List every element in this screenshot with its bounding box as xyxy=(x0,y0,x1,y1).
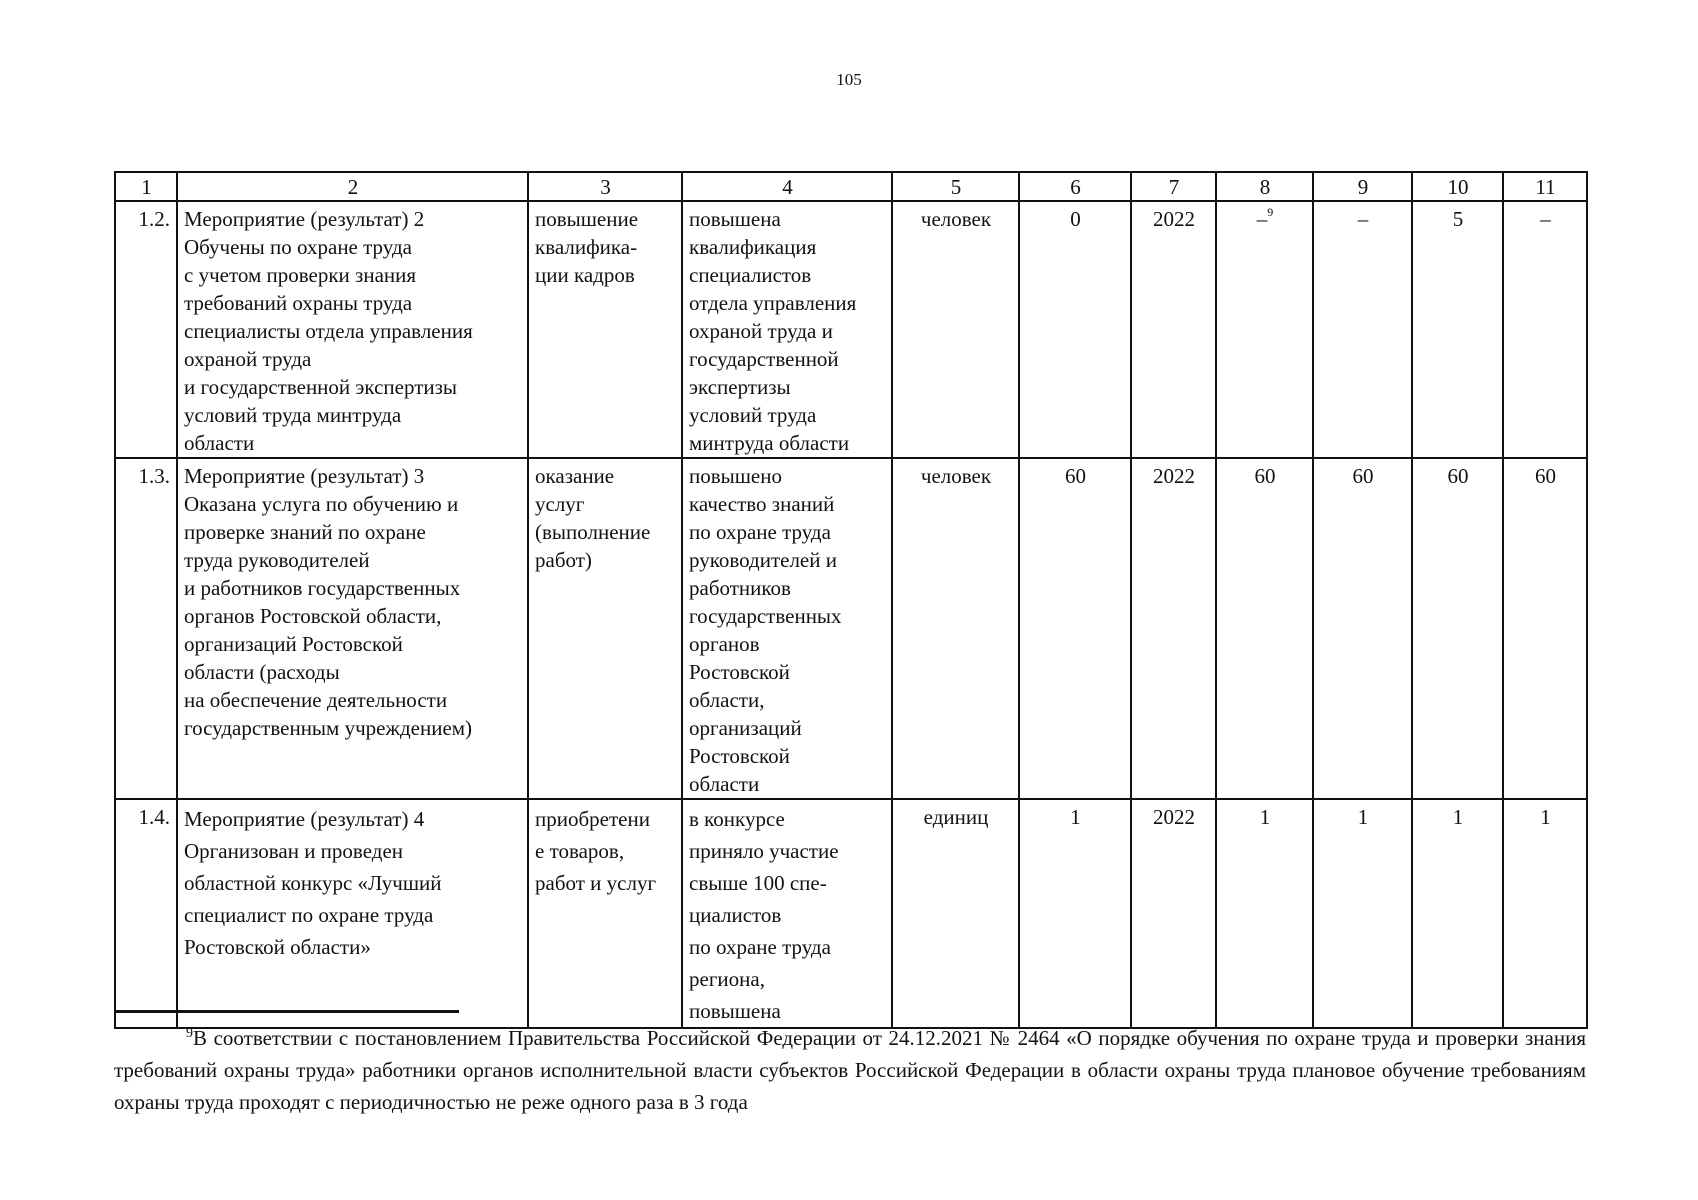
description-line: отдела управления xyxy=(689,291,857,315)
table-row xyxy=(115,201,1587,458)
measure-name xyxy=(177,201,528,458)
value-text: – xyxy=(1256,207,1268,231)
base-year-cell: 2022 xyxy=(1131,799,1216,1028)
description-line: условий труда xyxy=(689,403,817,427)
measure-description xyxy=(682,799,892,1028)
value-cell: 60 xyxy=(1216,458,1313,799)
measure-type xyxy=(528,799,682,1028)
description-line: специалистов xyxy=(689,263,812,287)
table-row xyxy=(115,799,1587,1028)
measure-name-line: специалист по охране труда xyxy=(184,903,434,927)
value-cell: 60 xyxy=(1503,458,1587,799)
column-number: 6 xyxy=(1019,172,1131,201)
description-line: государственных xyxy=(689,604,842,628)
measure-type xyxy=(528,201,682,458)
measure-name-line: охраной труда xyxy=(184,347,312,371)
measure-name-line: на обеспечение деятельности xyxy=(184,688,448,712)
description-line: региона, xyxy=(689,967,765,991)
description-line: работников xyxy=(689,576,791,600)
measure-name-line: Мероприятие (результат) 3 xyxy=(184,464,425,488)
measure-name-line: Мероприятие (результат) 4 xyxy=(184,807,425,831)
value-cell: 1 xyxy=(1412,799,1503,1028)
measure-type-line: оказание xyxy=(535,464,615,488)
description-line: повышена xyxy=(689,999,781,1023)
measure-type-line: ции кадров xyxy=(535,263,635,287)
row-number: 1.2. xyxy=(115,201,177,458)
measure-type-line: работ и услуг xyxy=(535,871,657,895)
description-line: приняло участие xyxy=(689,839,839,863)
value-cell: 60 xyxy=(1412,458,1503,799)
measure-name-line: государственным учреждением) xyxy=(184,716,473,740)
base-value-cell: 1 xyxy=(1019,799,1131,1028)
measure-name-line: и работников государственных xyxy=(184,576,461,600)
column-number: 2 xyxy=(177,172,528,201)
column-number: 1 xyxy=(115,172,177,201)
table-row xyxy=(115,458,1587,799)
measure-description xyxy=(682,201,892,458)
base-value-cell: 60 xyxy=(1019,458,1131,799)
measure-name-line: условий труда минтруда xyxy=(184,403,402,427)
measure-name xyxy=(177,458,528,799)
measure-type-line: приобретени xyxy=(535,807,650,831)
description-line: по охране труда xyxy=(689,520,831,544)
measure-name xyxy=(177,799,528,1028)
description-line: минтруда области xyxy=(689,431,850,455)
footnote-separator xyxy=(114,1010,459,1013)
description-line: области xyxy=(689,772,760,796)
footnote-number: 9 xyxy=(186,1026,193,1041)
column-number: 5 xyxy=(892,172,1019,201)
measure-type-line: повышение xyxy=(535,207,639,231)
measure-name-line: органов Ростовской области, xyxy=(184,604,442,628)
measure-name-line: с учетом проверки знания xyxy=(184,263,417,287)
description-line: Ростовской xyxy=(689,660,790,684)
column-number: 9 xyxy=(1313,172,1412,201)
description-line: повышено xyxy=(689,464,782,488)
measure-name-line: области xyxy=(184,431,255,455)
description-line: органов xyxy=(689,632,760,656)
description-line: государственной xyxy=(689,347,839,371)
measure-name-line: Организован и проведен xyxy=(184,839,404,863)
value-cell xyxy=(1216,201,1313,458)
description-line: в конкурсе xyxy=(689,807,785,831)
value-cell: – xyxy=(1503,201,1587,458)
measure-name-line: организаций Ростовской xyxy=(184,632,403,656)
measure-name-line: Ростовской области» xyxy=(184,935,371,959)
row-number: 1.3. xyxy=(115,458,177,799)
unit-cell: единиц xyxy=(892,799,1019,1028)
measure-name-line: Мероприятие (результат) 2 xyxy=(184,207,425,231)
column-number: 4 xyxy=(682,172,892,201)
column-number: 8 xyxy=(1216,172,1313,201)
value-cell: 1 xyxy=(1313,799,1412,1028)
description-line: циалистов xyxy=(689,903,782,927)
measure-type-line: квалифика- xyxy=(535,235,638,259)
description-line: по охране труда xyxy=(689,935,831,959)
unit-cell: человек xyxy=(892,458,1019,799)
measure-type xyxy=(528,458,682,799)
measure-type-line: (выполнение xyxy=(535,520,651,544)
description-line: охраной труда и xyxy=(689,319,833,343)
page-number: 105 xyxy=(836,70,862,89)
measure-description xyxy=(682,458,892,799)
column-number: 10 xyxy=(1412,172,1503,201)
footnote xyxy=(114,1022,1586,1118)
measure-name-line: области (расходы xyxy=(184,660,340,684)
description-line: экспертизы xyxy=(689,375,791,399)
measure-type-line: услуг xyxy=(535,492,585,516)
description-line: области, xyxy=(689,688,765,712)
value-cell: 60 xyxy=(1313,458,1412,799)
column-number: 3 xyxy=(528,172,682,201)
measure-name-line: Оказана услуга по обучению и xyxy=(184,492,459,516)
value-cell: 5 xyxy=(1412,201,1503,458)
column-number: 7 xyxy=(1131,172,1216,201)
description-line: квалификация xyxy=(689,235,817,259)
measure-type-line: е товаров, xyxy=(535,839,625,863)
description-line: руководителей и xyxy=(689,548,837,572)
results-table xyxy=(114,171,1588,1029)
footnote-ref: 9 xyxy=(1267,205,1274,219)
footnote-text: В соответствии с постановлением Правительства Российской Федерации от 24.12.2021 № 2464 «О порядке обучения по охране труда и проверки знания требований охраны труда» работники органов исполнительной власти субъектов Российской Федерации в области охраны труда плановое обучение требованиям охраны труда проходят с периодичностью не реже одного раза в 3 года xyxy=(114,1026,1586,1114)
measure-name-line: труда руководителей xyxy=(184,548,370,572)
column-number: 11 xyxy=(1503,172,1587,201)
base-year-cell: 2022 xyxy=(1131,458,1216,799)
measure-name-line: и государственной экспертизы xyxy=(184,375,458,399)
measure-type-line: работ) xyxy=(535,548,592,572)
measure-name-line: областной конкурс «Лучший xyxy=(184,871,442,895)
measure-name-line: специалисты отдела управления xyxy=(184,319,473,343)
description-line: Ростовской xyxy=(689,744,790,768)
base-value-cell: 0 xyxy=(1019,201,1131,458)
value-cell: 1 xyxy=(1503,799,1587,1028)
description-line: организаций xyxy=(689,716,802,740)
description-line: повышена xyxy=(689,207,781,231)
column-number-row xyxy=(115,172,1587,201)
measure-name-line: проверке знаний по охране xyxy=(184,520,426,544)
measure-name-line: требований охраны труда xyxy=(184,291,413,315)
measure-name-line: Обучены по охране труда xyxy=(184,235,412,259)
unit-cell: человек xyxy=(892,201,1019,458)
row-number: 1.4. xyxy=(115,799,177,1028)
base-year-cell: 2022 xyxy=(1131,201,1216,458)
description-line: свыше 100 спе- xyxy=(689,871,827,895)
value-cell: – xyxy=(1313,201,1412,458)
description-line: качество знаний xyxy=(689,492,835,516)
value-cell: 1 xyxy=(1216,799,1313,1028)
